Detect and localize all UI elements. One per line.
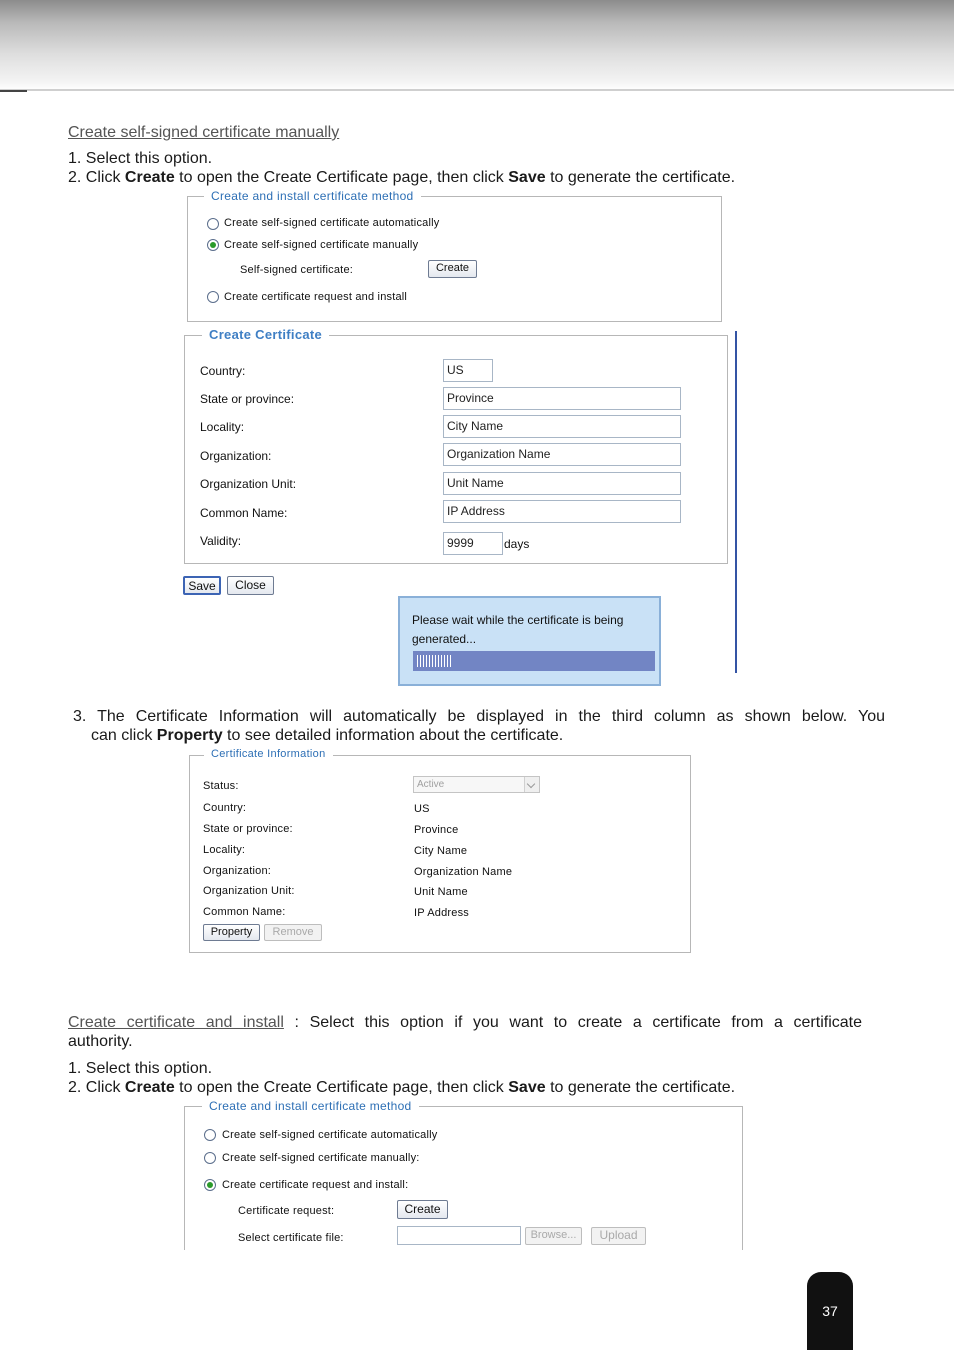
step3-prefix: can click xyxy=(91,727,157,744)
org-unit-input[interactable]: Unit Name xyxy=(443,472,681,495)
info-locality-value: City Name xyxy=(414,845,468,857)
section-heading-request xyxy=(68,1013,862,1032)
option-auto-label-2: Create self-signed certificate automatically xyxy=(222,1129,438,1141)
info-organization-value: Organization Name xyxy=(414,866,513,878)
save-button[interactable]: Save xyxy=(183,576,221,595)
radio-request-2[interactable] xyxy=(204,1179,216,1191)
option-request-label-2: Create certificate request and install: xyxy=(222,1179,409,1191)
self-signed-cert-label: Self-signed certificate: xyxy=(240,264,354,276)
info-country-value: US xyxy=(414,803,430,815)
progress-ticks xyxy=(417,655,453,667)
common-name-input[interactable]: IP Address xyxy=(443,500,681,523)
close-button[interactable]: Close xyxy=(227,576,274,595)
certificate-information-legend: Certificate Information xyxy=(204,748,333,760)
option-manual-label: Create self-signed certificate manually xyxy=(224,239,419,251)
heading-request-line2: authority. xyxy=(68,1033,133,1050)
radio-manual-2[interactable] xyxy=(204,1152,216,1164)
info-org-unit-label: Organization Unit: xyxy=(203,885,295,897)
country-input[interactable]: US xyxy=(443,359,493,382)
locality-input[interactable]: City Name xyxy=(443,415,681,438)
step2-middle: to open the Create Certificate page, then click xyxy=(174,169,509,186)
header-accent-mark xyxy=(0,90,27,92)
create-certificate-panel xyxy=(184,327,728,564)
property-button[interactable]: Property xyxy=(203,924,260,941)
info-state-label: State or province: xyxy=(203,823,293,835)
step2-suffix: to generate the certificate. xyxy=(545,169,736,186)
step-2-instruction xyxy=(68,168,735,187)
info-org-unit-value: Unit Name xyxy=(414,886,468,898)
radio-auto-2[interactable] xyxy=(204,1129,216,1141)
info-country-label: Country: xyxy=(203,802,247,814)
wait-message-line1: Please wait while the certificate is being xyxy=(412,613,624,627)
select-cert-file-label: Select certificate file: xyxy=(238,1232,344,1244)
option-auto-label: Create self-signed certificate automatically xyxy=(224,217,440,229)
header-divider xyxy=(0,89,954,91)
org-unit-label: Organization Unit: xyxy=(200,477,297,491)
page-number: 37 xyxy=(822,1303,838,1319)
create-request-button[interactable]: Create xyxy=(397,1200,448,1219)
radio-auto[interactable] xyxy=(207,218,219,230)
page-number-tab xyxy=(807,1272,853,1350)
step-1-select-2: 1. Select this option. xyxy=(68,1060,213,1077)
upload-button[interactable]: Upload xyxy=(591,1227,646,1245)
create-certificate-legend: Create Certificate xyxy=(202,327,329,342)
organization-input[interactable]: Organization Name xyxy=(443,443,681,466)
step-2-instruction-2 xyxy=(68,1078,735,1097)
step2b-middle: to open the Create Certificate page, then click xyxy=(174,1079,509,1096)
step3-property-word: Property xyxy=(156,727,223,744)
step3-suffix: to see detailed information about the certificate. xyxy=(222,727,564,744)
status-value: Active xyxy=(417,779,445,790)
step2b-save-word: Save xyxy=(508,1079,546,1096)
wait-dialog xyxy=(398,596,661,686)
heading-request-rest: : Select this option if you want to create a certificate from a certificate xyxy=(283,1014,862,1031)
country-label: Country: xyxy=(200,364,246,378)
heading-link-manual[interactable]: Create self-signed certificate manually xyxy=(68,124,340,141)
state-label: State or province: xyxy=(200,392,295,406)
progress-bar xyxy=(413,651,655,671)
step2-save-word: Save xyxy=(508,169,546,186)
info-organization-label: Organization: xyxy=(203,865,272,877)
page-header-band xyxy=(0,0,954,90)
remove-button[interactable]: Remove xyxy=(264,924,322,941)
method-panel-request xyxy=(184,1099,743,1268)
step2b-prefix: 2. Click xyxy=(68,1079,125,1096)
certificate-information-panel xyxy=(189,748,691,953)
radio-request[interactable] xyxy=(207,291,219,303)
method-panel-legend: Create and install certificate method xyxy=(204,189,421,203)
validity-input[interactable]: 9999 xyxy=(443,532,503,555)
status-label: Status: xyxy=(203,780,239,792)
state-input[interactable]: Province xyxy=(443,387,681,410)
info-locality-label: Locality: xyxy=(203,844,246,856)
cert-file-input[interactable] xyxy=(397,1226,521,1245)
heading-link-request[interactable]: Create certificate and install xyxy=(68,1014,284,1031)
step2-create-word: Create xyxy=(124,169,175,186)
window-edge-line xyxy=(735,331,737,673)
method-panel-2-legend: Create and install certificate method xyxy=(202,1099,419,1113)
status-select[interactable] xyxy=(413,776,540,793)
locality-label: Locality: xyxy=(200,420,245,434)
chevron-down-icon xyxy=(524,777,539,792)
validity-label: Validity: xyxy=(200,534,242,548)
option-request-label: Create certificate request and install xyxy=(224,291,408,303)
step-1-select: 1. Select this option. xyxy=(68,150,213,167)
step-3-line2 xyxy=(91,726,563,745)
cert-request-label: Certificate request: xyxy=(238,1205,335,1217)
crop-mask xyxy=(150,1250,790,1280)
option-manual-label-2: Create self-signed certificate manually: xyxy=(222,1152,420,1164)
wait-message-line2: generated... xyxy=(412,632,477,646)
section-heading-manual[interactable] xyxy=(68,123,339,142)
validity-unit: days xyxy=(504,537,530,551)
step2b-suffix: to generate the certificate. xyxy=(545,1079,736,1096)
info-common-name-label: Common Name: xyxy=(203,906,286,918)
create-button[interactable]: Create xyxy=(428,260,477,278)
step2b-create-word: Create xyxy=(124,1079,175,1096)
browse-button[interactable]: Browse... xyxy=(525,1227,582,1245)
common-name-label: Common Name: xyxy=(200,506,288,520)
organization-label: Organization: xyxy=(200,449,272,463)
method-panel-manual xyxy=(187,189,722,322)
info-state-value: Province xyxy=(414,824,459,836)
step-3-line1: 3. The Certificate Information will automatically be displayed in the third column as shown below. You xyxy=(73,708,885,725)
step2-prefix: 2. Click xyxy=(68,169,125,186)
info-common-name-value: IP Address xyxy=(414,907,469,919)
radio-manual[interactable] xyxy=(207,239,219,251)
